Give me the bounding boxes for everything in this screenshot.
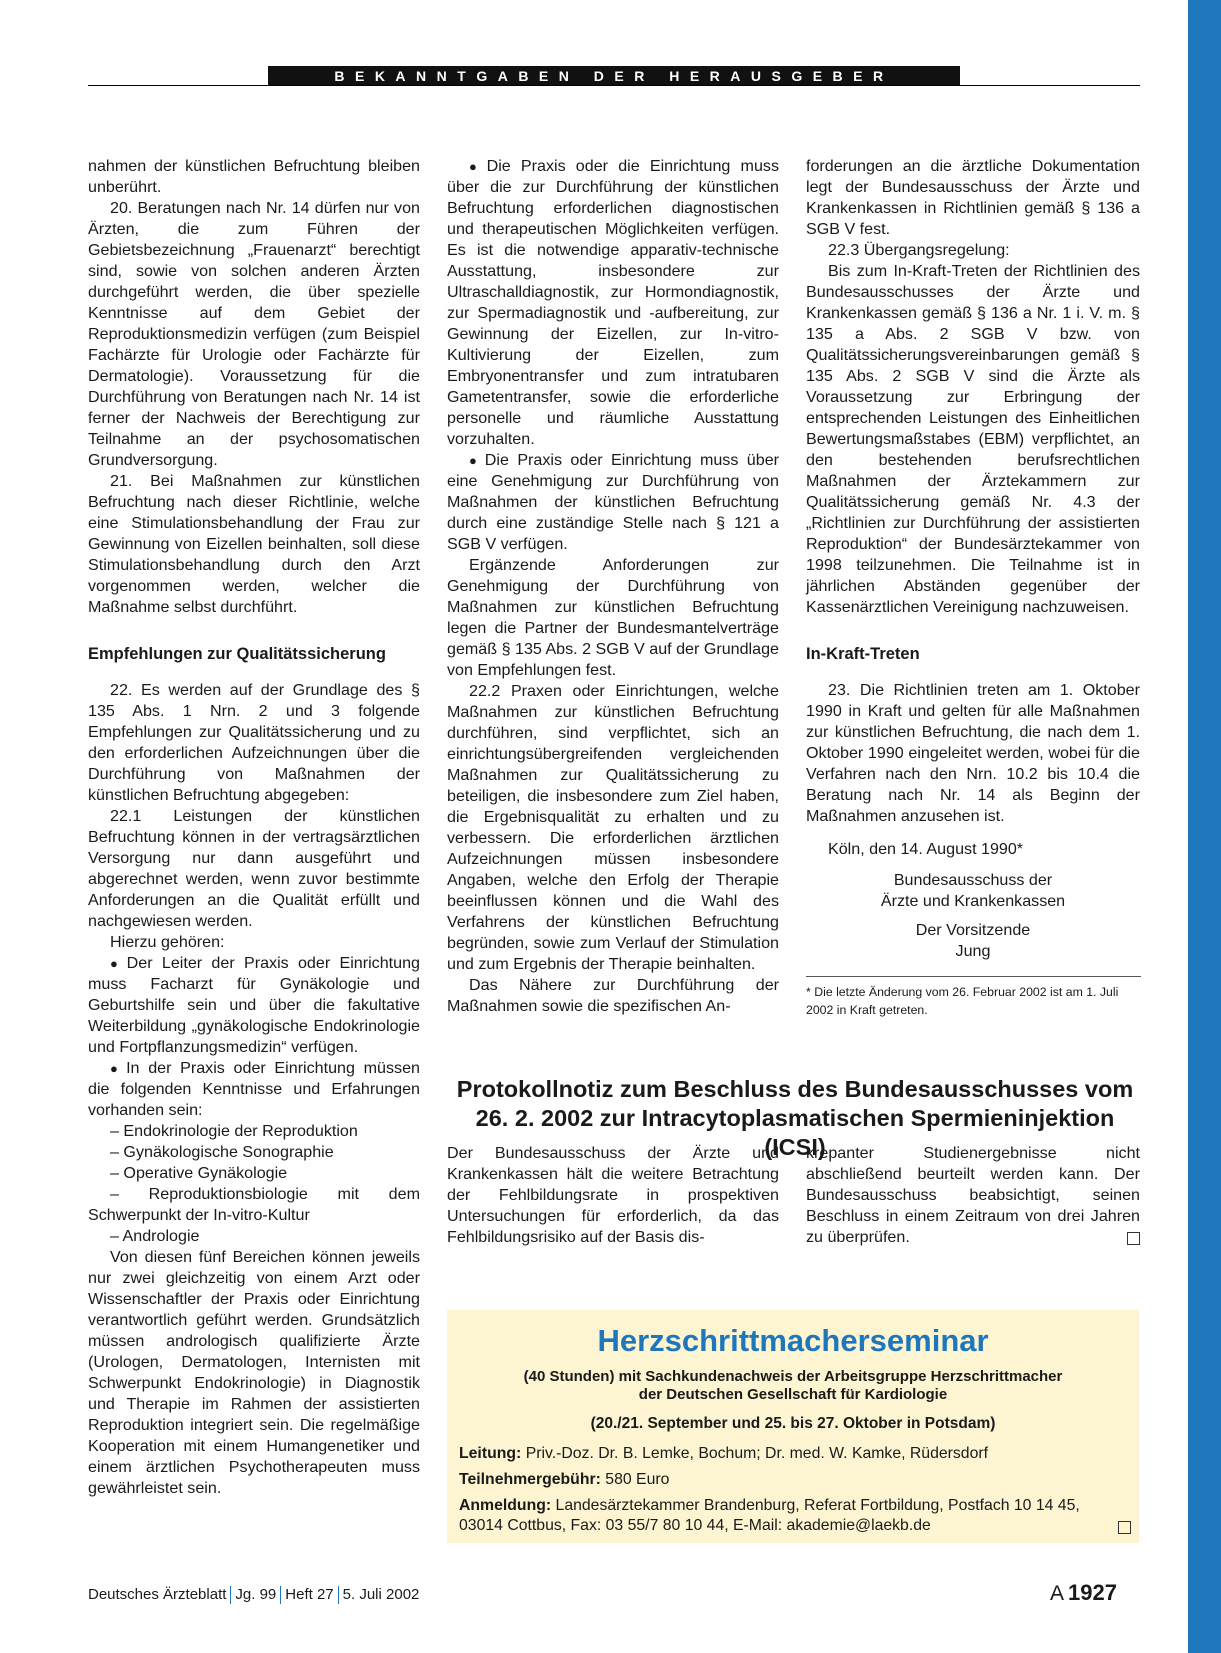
- footer-citation: [88, 1585, 419, 1605]
- journal-volume: Jg. 99: [235, 1586, 277, 1603]
- seminar-dates: (20./21. September und 25. bis 27. Oktober in Potsdam): [590, 1415, 996, 1432]
- column-3: [806, 156, 1140, 1019]
- col1-paragraph-hierzu: Hierzu gehören:: [110, 933, 225, 951]
- col3-paragraph-23: 23. Die Richtlinien treten am 1. Oktober 1990 in Kraft und gelten für alle Maßnahmen zur künstlichen Befruchtung, die nach dem 1. Oktober 1990 eingeleitet werden, wobei für die Verfahren nach den Nrn. 10.2 bis 10.4 die Beratung nach Nr. 14 als Beginn der Maßnahmen anzusehen ist.: [806, 681, 1140, 825]
- protocol-left-text: Der Bundesausschuss der Ärzte und Krankenkassen hält die weitere Betrachtung der Fehlbildungsrate in prospektiven Untersuchungen für erforderlich, da das Fehlbildungsrisiko auf der Basis dis-: [447, 1144, 779, 1246]
- bullet-icon: ●: [469, 453, 481, 468]
- header-rule: [88, 85, 1140, 86]
- footnote: * Die letzte Änderung vom 26. Februar 2002 ist am 1. Juli 2002 in Kraft getreten.: [806, 985, 1119, 1017]
- journal-name: Deutsches Ärzteblatt: [88, 1586, 227, 1603]
- bullet-icon: ●: [110, 1061, 123, 1076]
- col1-paragraph-20: 20. Beratungen nach Nr. 14 dürfen nur von Ärzten, die zum Führen der Gebietsbezeichnung „Frauenarzt“ berechtigt sind, sowie von solchen anderen Ärzten durchgeführt werden, die über spezielle Kenntnisse auf dem Gebiet der Reproduktionsmedizin verfügen (zum Beispiel Fachärzte für Urologie oder Fachärzte für Dermatologie). Voraussetzung für die Durchführung von Beratungen nach Nr. 14 ist ferner der Nachweis der Berechtigung zur Teilnahme an der psychosomatischen Grundversorgung.: [88, 199, 420, 469]
- column-2: [447, 156, 779, 1017]
- col1-paragraph-22: 22. Es werden auf der Grundlage des § 135 Abs. 1 Nrn. 2 und 3 folgende Empfehlungen zur Qualitätssicherung und zu den erforderlichen Aufzeichnungen über die Durchführung von Maßnahmen der künstlichen Befruchtung abgegeben:: [88, 681, 420, 804]
- chair-name: Jung: [955, 942, 991, 960]
- dash-item-3: – Operative Gynäkologie: [110, 1164, 288, 1182]
- heading-quality-assurance: Empfehlungen zur Qualitätssicherung: [88, 645, 386, 663]
- section-header-bar: BEKANNTGABEN DER HERAUSGEBER: [268, 66, 960, 86]
- seminar-title: Herzschrittmacherseminar: [597, 1323, 989, 1358]
- org-line-2: Ärzte und Krankenkassen: [880, 892, 1066, 910]
- col3-paragraph-1: forderungen an die ärztliche Dokumentation legt der Bundesausschuss der Ärzte und Krankenkassen in Richtlinien gemäß § 136 a SGB V fest.: [806, 157, 1140, 238]
- dash-item-1: – Endokrinologie der Reproduktion: [110, 1122, 358, 1140]
- col1-paragraph-final: Von diesen fünf Bereichen können jeweils nur zwei gleichzeitig von einem Arzt oder Wissenschaftler der Praxis oder Einrichtung verantwortlich geführt werden. Grundsätzlich müssen andrologisch qualifizierte Ärzte (Urologen, Dermatologen, Internisten mit Schwerpunkt Endokrinologie) in Diagnostik und Therapie im Rahmen der assistierten Reproduktion integriert sein. Die regelmäßige Kooperation mit einem Humangenetiker und einem ärztlichen Psychotherapeuten muss gewährleistet sein.: [88, 1248, 420, 1497]
- dash-item-5: – Andrologie: [110, 1227, 200, 1245]
- seminar-fee: Teilnehmergebühr: 580 Euro: [459, 1471, 670, 1488]
- col2-paragraph-1: Ergänzende Anforderungen zur Genehmigung der Durchführung von Maßnahmen zur künstlichen Befruchtung legen die Partner der Bundesmantelverträge gemäß § 135 Abs. 2 SGB V auf der Grundlage von Empfehlungen fest.: [447, 556, 779, 679]
- end-square-icon: [1118, 1521, 1131, 1534]
- journal-date: 5. Juli 2002: [342, 1586, 420, 1603]
- col2-paragraph-22-2: 22.2 Praxen oder Einrichtungen, welche Maßnahmen zur künstlichen Befruchtung durchführen, sind verpflichtet, sich an einrichtungsübergreifenden vergleichenden Maßnahmen zur Qualitätssicherung zu beteiligen, die insbesondere zum Ziel haben, die Ergebnisqualität zu erhalten und zu verbessern. Die erforderlichen ärztlichen Aufzeichnungen müssen insbesondere Angaben, welche den Erfolg der Therapie beeinflussen können und die Wahl des Verfahrens der künstlichen Befruchtung begründen, sowie zum Verlauf der Stimulation und zum Ergebnis der Therapie beinhalten.: [447, 682, 779, 973]
- protocol-title-line-2: 26. 2. 2002 zur Intracytoplasmatischen Spermieninjektion (ICSI): [475, 1105, 1115, 1160]
- bullet-icon: ●: [469, 159, 483, 174]
- place-date: Köln, den 14. August 1990*: [828, 840, 1024, 858]
- col1-paragraph-21: 21. Bei Maßnahmen zur künstlichen Befruchtung nach dieser Richtlinie, welche eine Stimulationsbehandlung der Frau zur Gewinnung von Eizellen beinhalten, soll diese Stimulationsbehandlung durch den Arzt vorgenommen werden, welcher die Maßnahme selbst durchführt.: [88, 472, 420, 616]
- column-1: [88, 156, 420, 1499]
- col3-paragraph-3: Bis zum In-Kraft-Treten der Richtlinien des Bundesausschusses der Ärzte und Krankenkassen gemäß § 136 a Nr. 1 i. V. m. § 135 a Abs. 2 SGB V bzw. von Qualitätssicherungsvereinbarungen gemäß § 135 Abs. 2 SGB V sind die Ärzte als Voraussetzung zur Erbringung der entsprechenden Leistungen des Einheitlichen Bewertungsmaßstabes (EBM) verpflichtet, an den bestehenden berufsrechtlichen Maßnahmen der Ärztekammern zur Qualitätssicherung gemäß Nr. 4.3 der „Richtlinien zur Durchführung der assistierten Reproduktion“ der Bundesärztekammer von 1998 teilzunehmen. Die Teilnahme ist in jährlichen Abständen gegenüber der Kassenärztlichen Vereinigung nachzuweisen.: [806, 262, 1140, 616]
- protocol-title-line-1: Protokollnotiz zum Beschluss des Bundesausschusses vom: [456, 1076, 1134, 1102]
- col1-paragraph-22-1: 22.1 Leistungen der künstlichen Befruchtung können in der vertragsärztlichen Versorgung nur dann ausgeführt und abgerechnet werden, wenn zuvor bestimmte Anforderungen an die Qualität erfüllt und nachgewiesen werden.: [88, 807, 420, 930]
- dash-item-2: – Gynäkologische Sonographie: [110, 1143, 334, 1161]
- chair-title: Der Vorsitzende: [915, 921, 1031, 939]
- col2-bullet-1: ● Die Praxis oder die Einrichtung muss über die zur Durchführung der künstlichen Befruchtung erforderlichen diagnostischen und therapeutischen Möglichkeiten verfügen. Es ist die notwendige apparativ-technische Ausstattung, insbesondere zur Ultraschalldiagnostik, zur Hormondiagnostik, zur Spermadiagnostik und -aufbereitung, zur Gewinnung der Eizellen, zur In-vitro-Kultivierung der Eizellen, zum Embryonentransfer und zum intratubaren Gametentransfer, sowie die erforderliche personelle und räumliche Ausstattung vorzuhalten.: [447, 157, 780, 448]
- col3-paragraph-22-3: 22.3 Übergangsregelung:: [828, 241, 1010, 259]
- protocol-left-column: [447, 1143, 779, 1248]
- seminar-box: [447, 1310, 1139, 1543]
- col1-paragraph-1: nahmen der künstlichen Befruchtung bleiben unberührt.: [88, 157, 420, 196]
- blue-side-bar: [1188, 0, 1221, 1653]
- seminar-subtitle: (40 Stunden) mit Sachkundenachweis der Arbeitsgruppe Herzschrittmacher der Deutschen Gesellschaft für Kardiologie: [523, 1368, 1063, 1403]
- dash-item-4: – Reproduktionsbiologie mit dem Schwerpunkt der In-vitro-Kultur: [88, 1185, 420, 1224]
- page-number: A 1927: [1050, 1580, 1117, 1605]
- protocol-right-text: krepanter Studienergebnisse nicht abschließend beurteilt werden kann. Der Bundesausschuss beabsichtigt, seinen Beschluss in einem Zeitraum von drei Jahren zu überprüfen.: [806, 1144, 1140, 1246]
- seminar-registration: Anmeldung: Landesärztekammer Brandenburg, Referat Fortbildung, Postfach 10 14 45, 03014 Cottbus, Fax: 03 55/7 80 10 44, E-Mail: akademie@laekb.de: [459, 1496, 1131, 1536]
- org-line-1: Bundesausschuss der: [893, 871, 1053, 889]
- col2-paragraph-3: Das Nähere zur Durchführung der Maßnahmen sowie die spezifischen An-: [447, 976, 779, 1015]
- footnote-divider: [806, 976, 1141, 977]
- col1-bullet-1: ● Der Leiter der Praxis oder Einrichtung muss Facharzt für Gynäkologie und Geburtshilfe sein und über die fakultative Weiterbildung „gynäkologische Endokrinologie und Fortpflanzungsmedizin“ verfügen.: [88, 954, 420, 1056]
- col2-bullet-2: ● Die Praxis oder Einrichtung muss über eine Genehmigung zur Durchführung von Maßnahmen der künstlichen Befruchtung durch eine zuständige Stelle nach § 121 a SGB V verfügen.: [447, 451, 779, 553]
- col1-bullet-2: ● In der Praxis oder Einrichtung müssen die folgenden Kenntnisse und Erfahrungen vorhanden sein:: [88, 1059, 420, 1119]
- end-square-icon: [1127, 1232, 1140, 1245]
- heading-in-kraft-treten: In-Kraft-Treten: [806, 645, 920, 663]
- seminar-leitung: Leitung: Priv.-Doz. Dr. B. Lemke, Bochum; Dr. med. W. Kamke, Rüdersdorf: [459, 1445, 989, 1462]
- bullet-icon: ●: [110, 956, 123, 971]
- journal-issue: Heft 27: [285, 1586, 334, 1603]
- protocol-right-column: [806, 1143, 1140, 1248]
